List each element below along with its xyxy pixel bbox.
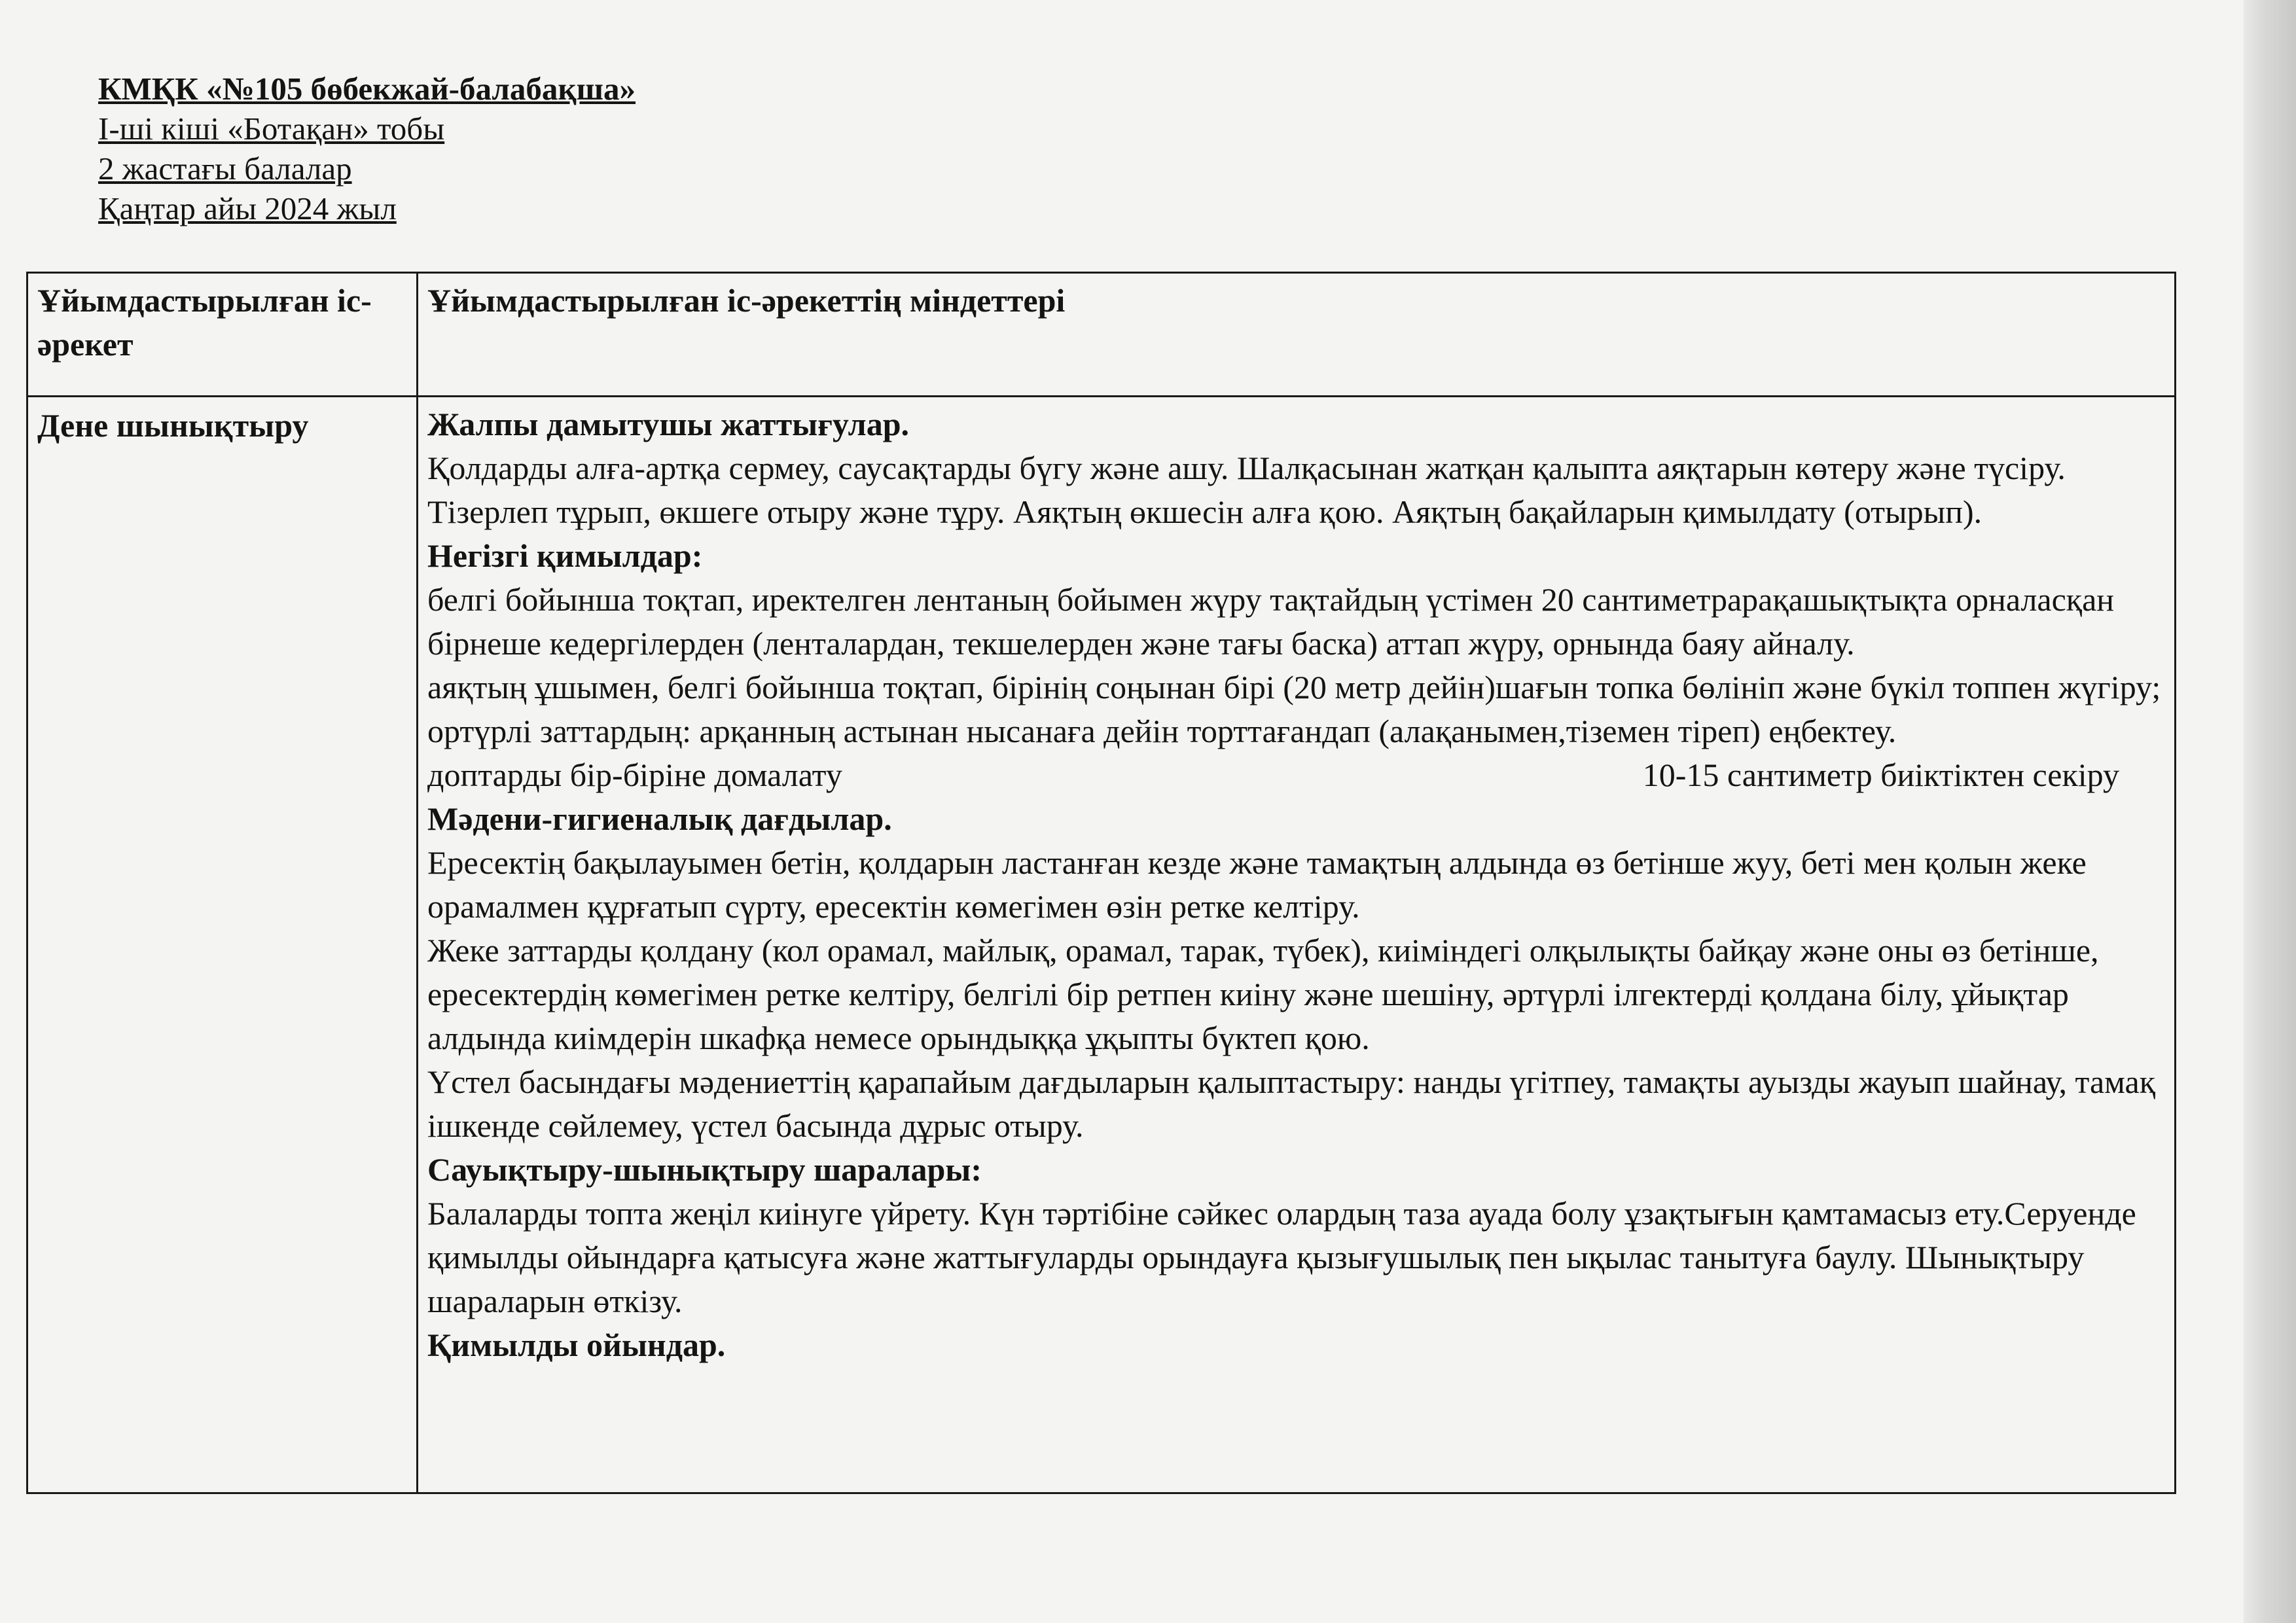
- section-title-health-measures: Сауықтыру-шынықтыру шаралары:: [427, 1151, 982, 1188]
- page-edge-shadow: [2244, 0, 2296, 1623]
- age-group: 2 жастағы балалар: [98, 151, 352, 187]
- organization-name: КМҚК «№105 бөбекжай-балабақша»: [98, 71, 636, 107]
- hygiene-personal-items-text: Жеке заттарды қолдану (кол орамал, майлық, орамал, тарак, түбек), киіміндегі олқылықты байқау және оны өз бетінше, ересектердің көмегімен ретке келтіру, белгілі бір ретпен киіну және шешіну, әртүрлі ілгектерді қолдана білу, ұйықтар алдында киімдерін шкафқа немесе орындыққа ұқыпты бүктеп қою.: [427, 932, 2099, 1056]
- basic-movements-crawling: ортүрлі заттардың: арқанның астынан нысанаға дейін торттағандап (алақанымен,тіземен тіреп) еңбектеу.: [427, 713, 1897, 749]
- basic-movements-running: аяқтың ұшымен, белгі бойынша тоқтап, бірінің соңынан бірі (20 метр дейін)шағын топка бөлініп және бүкіл топпен жүгіру;: [427, 669, 2161, 705]
- section-title-basic-movements: Негізгі қимылдар:: [427, 537, 703, 574]
- general-exercises-text: Қолдарды алға-артқа сермеу, саусақтарды бүгу және ашу. Шалқасынан жатқан қалыпта аяқтарын көтеру және түсіру. Тізерлеп тұрып, өкшеге отыру және тұру. Аяқтың өкшесін алға қою. Аяқтың бақайларын қимылдату (отырып).: [427, 450, 2066, 530]
- column-header-tasks: Ұйымдастырылған іс-әрекеттің міндеттері: [418, 273, 2176, 397]
- jumping-text: 10-15 сантиметр биіктіктен секіру: [1642, 757, 2119, 793]
- ball-rolling-text: доптарды бір-біріне домалату: [427, 757, 842, 793]
- section-title-outdoor-games: Қимылды ойындар.: [427, 1327, 726, 1363]
- column-header-activity: Ұйымдастырылған іс-әрекет: [27, 273, 418, 397]
- activity-plan-table: [26, 272, 2176, 1494]
- table-row: [27, 397, 2176, 1493]
- section-title-general-exercises: Жалпы дамытушы жаттығулар.: [427, 406, 910, 442]
- basic-movements-ball-jump: [427, 753, 2165, 797]
- subject-cell: Дене шынықтыру: [27, 397, 418, 1493]
- group-name: І-ші кіші «Ботақан» тобы: [98, 111, 445, 147]
- health-measures-text: Балаларды топта жеңіл киінуге үйрету. Күн тәртібіне сәйкес олардың таза ауада болу ұзақтығын қамтамасыз ету.Серуенде қимылды ойындарға қатысуға және жаттығуларды орындауға қызығушылық пен ықылас танытуға баулу. Шынықтыру шараларын өткізу.: [427, 1195, 2136, 1319]
- hygiene-table-manners-text: Үстел басындағы мәдениеттің қарапайым дағдыларын қалыптастыру: нанды үгітпеу, тамақты ауызды жауып шайнау, тамақ ішкенде сөйлемеу, үстел басында дұрыс отыру.: [427, 1063, 2155, 1144]
- tasks-cell: [418, 397, 2176, 1493]
- table-header-row: [27, 273, 2176, 397]
- basic-movements-walking: белгі бойынша тоқтап, иректелген лентаның бойымен жүру тақтайдың үстімен 20 сантиметрарақашықтықта орналасқан бірнеше кедергілерден (ленталардан, текшелерден және тағы баска) аттап жүру, орнында баяу айналу.: [427, 581, 2115, 662]
- document-header: [98, 69, 636, 228]
- document-date: Қаңтар айы 2024 жыл: [98, 190, 397, 226]
- hygiene-washing-text: Ересектің бақылауымен бетін, қолдарын ластанған кезде және тамақтың алдында өз бетінше жуу, беті мен қолын жеке орамалмен құрғатып сүрту, ересектін көмегімен өзін ретке келтіру.: [427, 844, 2087, 925]
- section-title-hygiene-skills: Мәдени-гигиеналық дағдылар.: [427, 800, 892, 837]
